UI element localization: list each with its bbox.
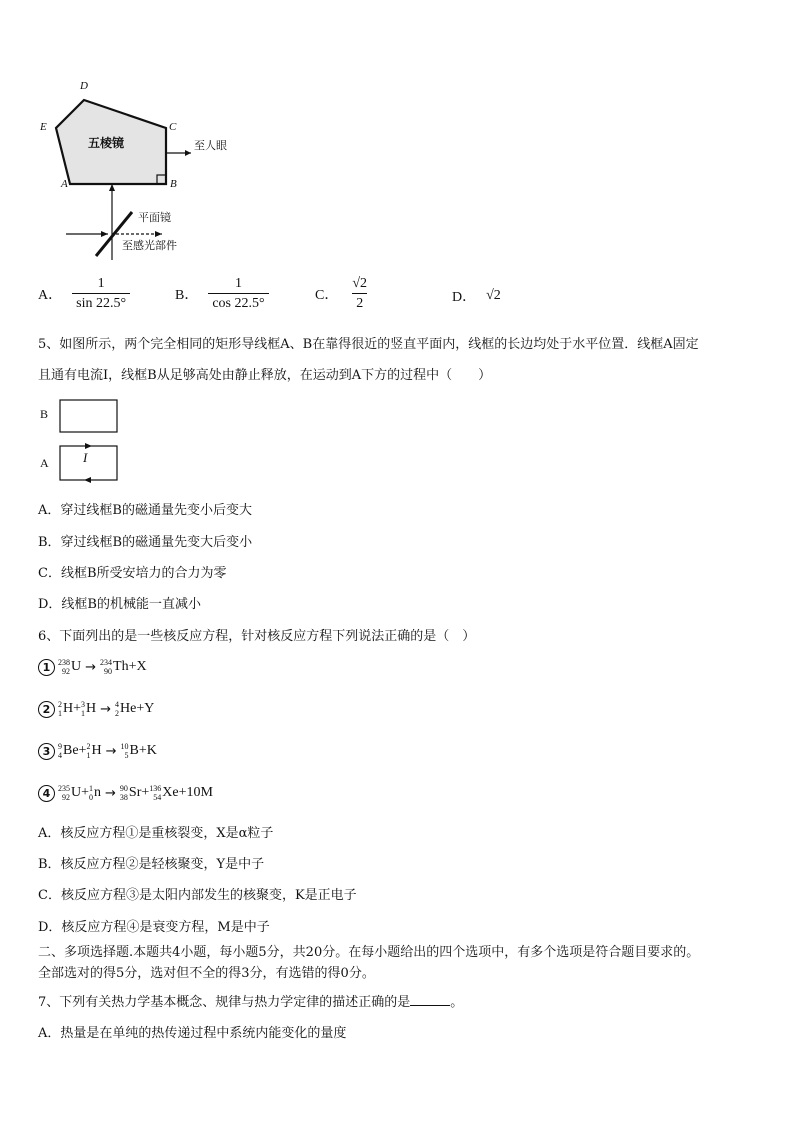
arrow: → (85, 659, 97, 675)
circle-marker: 4 (38, 785, 55, 802)
atomic-number: 92 (62, 667, 70, 676)
q6-option-b: B．核反应方程②是轻核聚变，Y是中子 (38, 857, 265, 872)
mass-number: 9 (58, 742, 62, 751)
q7-stem (38, 991, 463, 1010)
q5-option-a: A．穿过线框B的磁通量先变小后变大 (38, 503, 252, 518)
denominator: 2 (352, 293, 367, 312)
equation-2 (38, 700, 154, 718)
nuclide (58, 700, 81, 718)
label-D: D (80, 80, 88, 92)
circle-marker: 2 (38, 701, 55, 718)
q5-option-d: D．线框B的机械能一直减小 (38, 597, 201, 612)
fraction (72, 276, 130, 312)
mass-number: 2 (58, 700, 62, 709)
pentaprism-figure (36, 80, 256, 280)
nuclide (58, 742, 86, 760)
prism-label: 五棱镜 (88, 136, 125, 150)
nuclide (120, 784, 149, 802)
nuclide (115, 700, 154, 718)
circle-marker: 3 (38, 743, 55, 760)
fraction (348, 276, 371, 312)
atomic-number: 1 (86, 751, 91, 760)
atomic-number: 54 (153, 793, 162, 802)
q5-option-c: C．线框B所受安培力的合力为零 (38, 566, 227, 581)
symbol: n (94, 785, 102, 800)
mass-number: 234 (100, 658, 113, 667)
arrow: → (100, 701, 112, 717)
symbol: U (71, 659, 82, 674)
section2-line2: 全部选对的得5分，选对但不全的得3分，有选错的得0分。 (38, 966, 375, 981)
atomic-number: 0 (89, 793, 94, 802)
mass-number: 2 (86, 742, 91, 751)
label-B: B (170, 178, 177, 190)
q5-figure (36, 396, 136, 486)
q6-option-d: D．核反应方程④是衰变方程，M是中子 (38, 920, 270, 935)
numerator: 1 (234, 276, 242, 291)
nuclide (89, 784, 101, 802)
atomic-number: 5 (124, 751, 129, 760)
symbol: Sr+ (128, 785, 150, 800)
fraction (208, 276, 268, 312)
symbol: U+ (71, 785, 90, 800)
atomic-number: 4 (58, 751, 62, 760)
choice-value: √2 (486, 288, 501, 303)
atomic-number: 90 (104, 667, 113, 676)
q5-stem-line1: 5、如图所示，两个完全相同的矩形导线框A、B在靠得很近的竖直平面内，线框的长边均处于水平位置．线框A固定 (38, 337, 699, 352)
choice-letter: B． (175, 288, 199, 303)
symbol: Be+ (63, 743, 87, 758)
atomic-number: 1 (81, 709, 86, 718)
nuclide (58, 784, 89, 802)
nuclide (100, 658, 147, 676)
q7-stem-end: 。 (450, 995, 464, 1010)
circle-marker: 1 (38, 659, 55, 676)
q6-stem: 6、下面列出的是一些核反应方程，针对核反应方程下列说法正确的是（ ） (38, 629, 476, 644)
section2-line1: 二、多项选择题.本题共4小题，每小题5分，共20分。在每小题给出的四个选项中，有多个选项是符合题目要求的。 (38, 945, 700, 960)
choice-letter: C． (315, 288, 339, 303)
mass-number: 10 (120, 742, 129, 751)
symbol: H (91, 743, 102, 758)
denominator: sin 22.5° (72, 293, 130, 312)
symbol: B+K (129, 743, 157, 758)
symbol: H+ (63, 701, 82, 716)
arrow: → (105, 743, 117, 759)
current-label: I (83, 450, 88, 465)
symbol: H (86, 701, 97, 716)
label-A: A (61, 178, 68, 190)
nuclide (149, 784, 213, 802)
atomic-number: 2 (115, 709, 120, 718)
arrow: → (105, 785, 116, 801)
to-eye-label: 至人眼 (194, 139, 227, 152)
to-sensor-label: 至感光部件 (122, 239, 177, 252)
equation-1 (38, 658, 147, 676)
frame-a-label: A (40, 456, 49, 470)
numerator: √2 (352, 276, 368, 291)
symbol: Xe+10M (162, 785, 213, 800)
choice-letter: D． (452, 290, 477, 305)
q4-choice-b (175, 276, 269, 312)
q5-option-b: B．穿过线框B的磁通量先变大后变小 (38, 535, 253, 550)
q4-choice-a (38, 276, 130, 312)
mass-number: 4 (115, 700, 120, 709)
answer-blank (410, 993, 450, 1006)
atomic-number: 92 (62, 793, 70, 802)
atomic-number: 1 (58, 709, 62, 718)
frames-diagram (36, 396, 136, 486)
mass-number: 136 (149, 784, 162, 793)
mass-number: 238 (58, 658, 70, 667)
nuclide (81, 700, 96, 718)
mirror-label: 平面镜 (138, 211, 171, 224)
nuclide (86, 742, 101, 760)
label-C: C (169, 121, 177, 133)
nuclide (120, 742, 156, 760)
mass-number: 1 (89, 784, 94, 793)
numerator: 1 (97, 276, 105, 291)
atomic-number: 38 (119, 793, 128, 802)
equation-3 (38, 742, 157, 760)
symbol: He+Y (120, 701, 155, 716)
q4-choice-c (315, 276, 371, 312)
q6-option-c: C．核反应方程③是太阳内部发生的核聚变，K是正电子 (38, 888, 357, 903)
mass-number: 90 (119, 784, 128, 793)
q4-choice-d (452, 286, 501, 306)
label-E: E (40, 121, 47, 133)
q7-stem-text: 7、下列有关热力学基本概念、规律与热力学定律的描述正确的是 (38, 995, 411, 1010)
equation-4 (38, 784, 213, 802)
q7-option-a: A．热量是在单纯的热传递过程中系统内能变化的量度 (38, 1026, 347, 1041)
q6-option-a: A．核反应方程①是重核裂变，X是α粒子 (38, 826, 274, 841)
choice-letter: A． (38, 288, 63, 303)
frame-b-label: B (40, 407, 49, 421)
mass-number: 3 (81, 700, 86, 709)
symbol: Th+X (113, 659, 147, 674)
q5-stem-line2: 且通有电流I，线框B从足够高处由静止释放，在运动到A下方的过程中（ ） (38, 368, 492, 383)
denominator: cos 22.5° (208, 293, 268, 312)
mass-number: 235 (58, 784, 70, 793)
nuclide (58, 658, 81, 676)
